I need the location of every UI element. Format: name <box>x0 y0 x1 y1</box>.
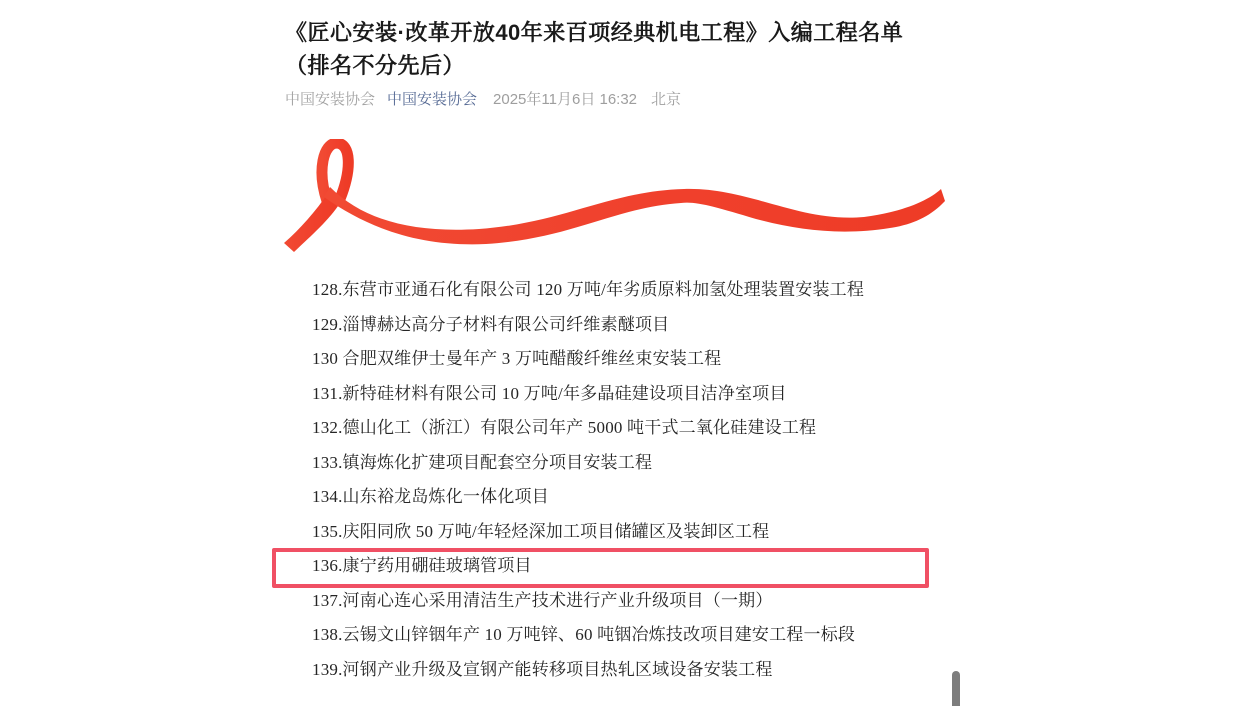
scrollbar-thumb[interactable] <box>952 671 960 706</box>
publish-location: 北京 <box>651 91 682 108</box>
publish-datetime: 2025年11月6日 16:32 <box>493 91 638 108</box>
list-item-137: 137.河南心连心采用清洁生产技术进行产业升级项目（一期） <box>312 590 773 610</box>
list-item-129: 129.淄博赫达高分子材料有限公司纤维素醚项目 <box>312 314 670 334</box>
list-item-135: 135.庆阳同欣 50 万吨/年轻烃深加工项目储罐区及装卸区工程 <box>312 521 770 541</box>
red-ribbon-decoration <box>284 139 946 253</box>
list-item-138: 138.云锡文山锌铟年产 10 万吨锌、60 吨铟冶炼技改项目建安工程一标段 <box>312 625 856 644</box>
author-name: 中国安装协会 <box>285 91 376 108</box>
title-line-2: （排名不分先后） <box>285 53 466 78</box>
list-item-136: 136.康宁药用硼硅玻璃管项目 <box>312 556 532 575</box>
title-line-1: 《匠心安装·改革开放40年来百项经典机电工程》入编工程名单 <box>285 20 904 45</box>
list-item-132: 132.德山化工（浙江）有限公司年产 5000 吨干式二氧化硅建设工程 <box>312 418 817 437</box>
page-title <box>285 16 950 82</box>
list-item-131: 131.新特硅材料有限公司 10 万吨/年多晶硅建设项目洁净室项目 <box>312 383 787 403</box>
red-ribbon-icon <box>284 139 946 253</box>
list-item-133: 133.镇海炼化扩建项目配套空分项目安装工程 <box>312 452 653 472</box>
list-item-139: 139.河钢产业升级及宣钢产能转移项目热轧区域设备安装工程 <box>312 659 773 679</box>
byline <box>285 90 945 110</box>
list-item-130: 130 合肥双维伊士曼年产 3 万吨醋酸纤维丝束安装工程 <box>312 349 722 368</box>
account-link[interactable]: 中国安装协会 <box>387 91 478 108</box>
list-item-134: 134.山东裕龙岛炼化一体化项目 <box>312 487 549 506</box>
list-item-128: 128.东营市亚通石化有限公司 120 万吨/年劣质原料加氢处理装置安装工程 <box>312 280 865 299</box>
project-list <box>285 273 945 687</box>
